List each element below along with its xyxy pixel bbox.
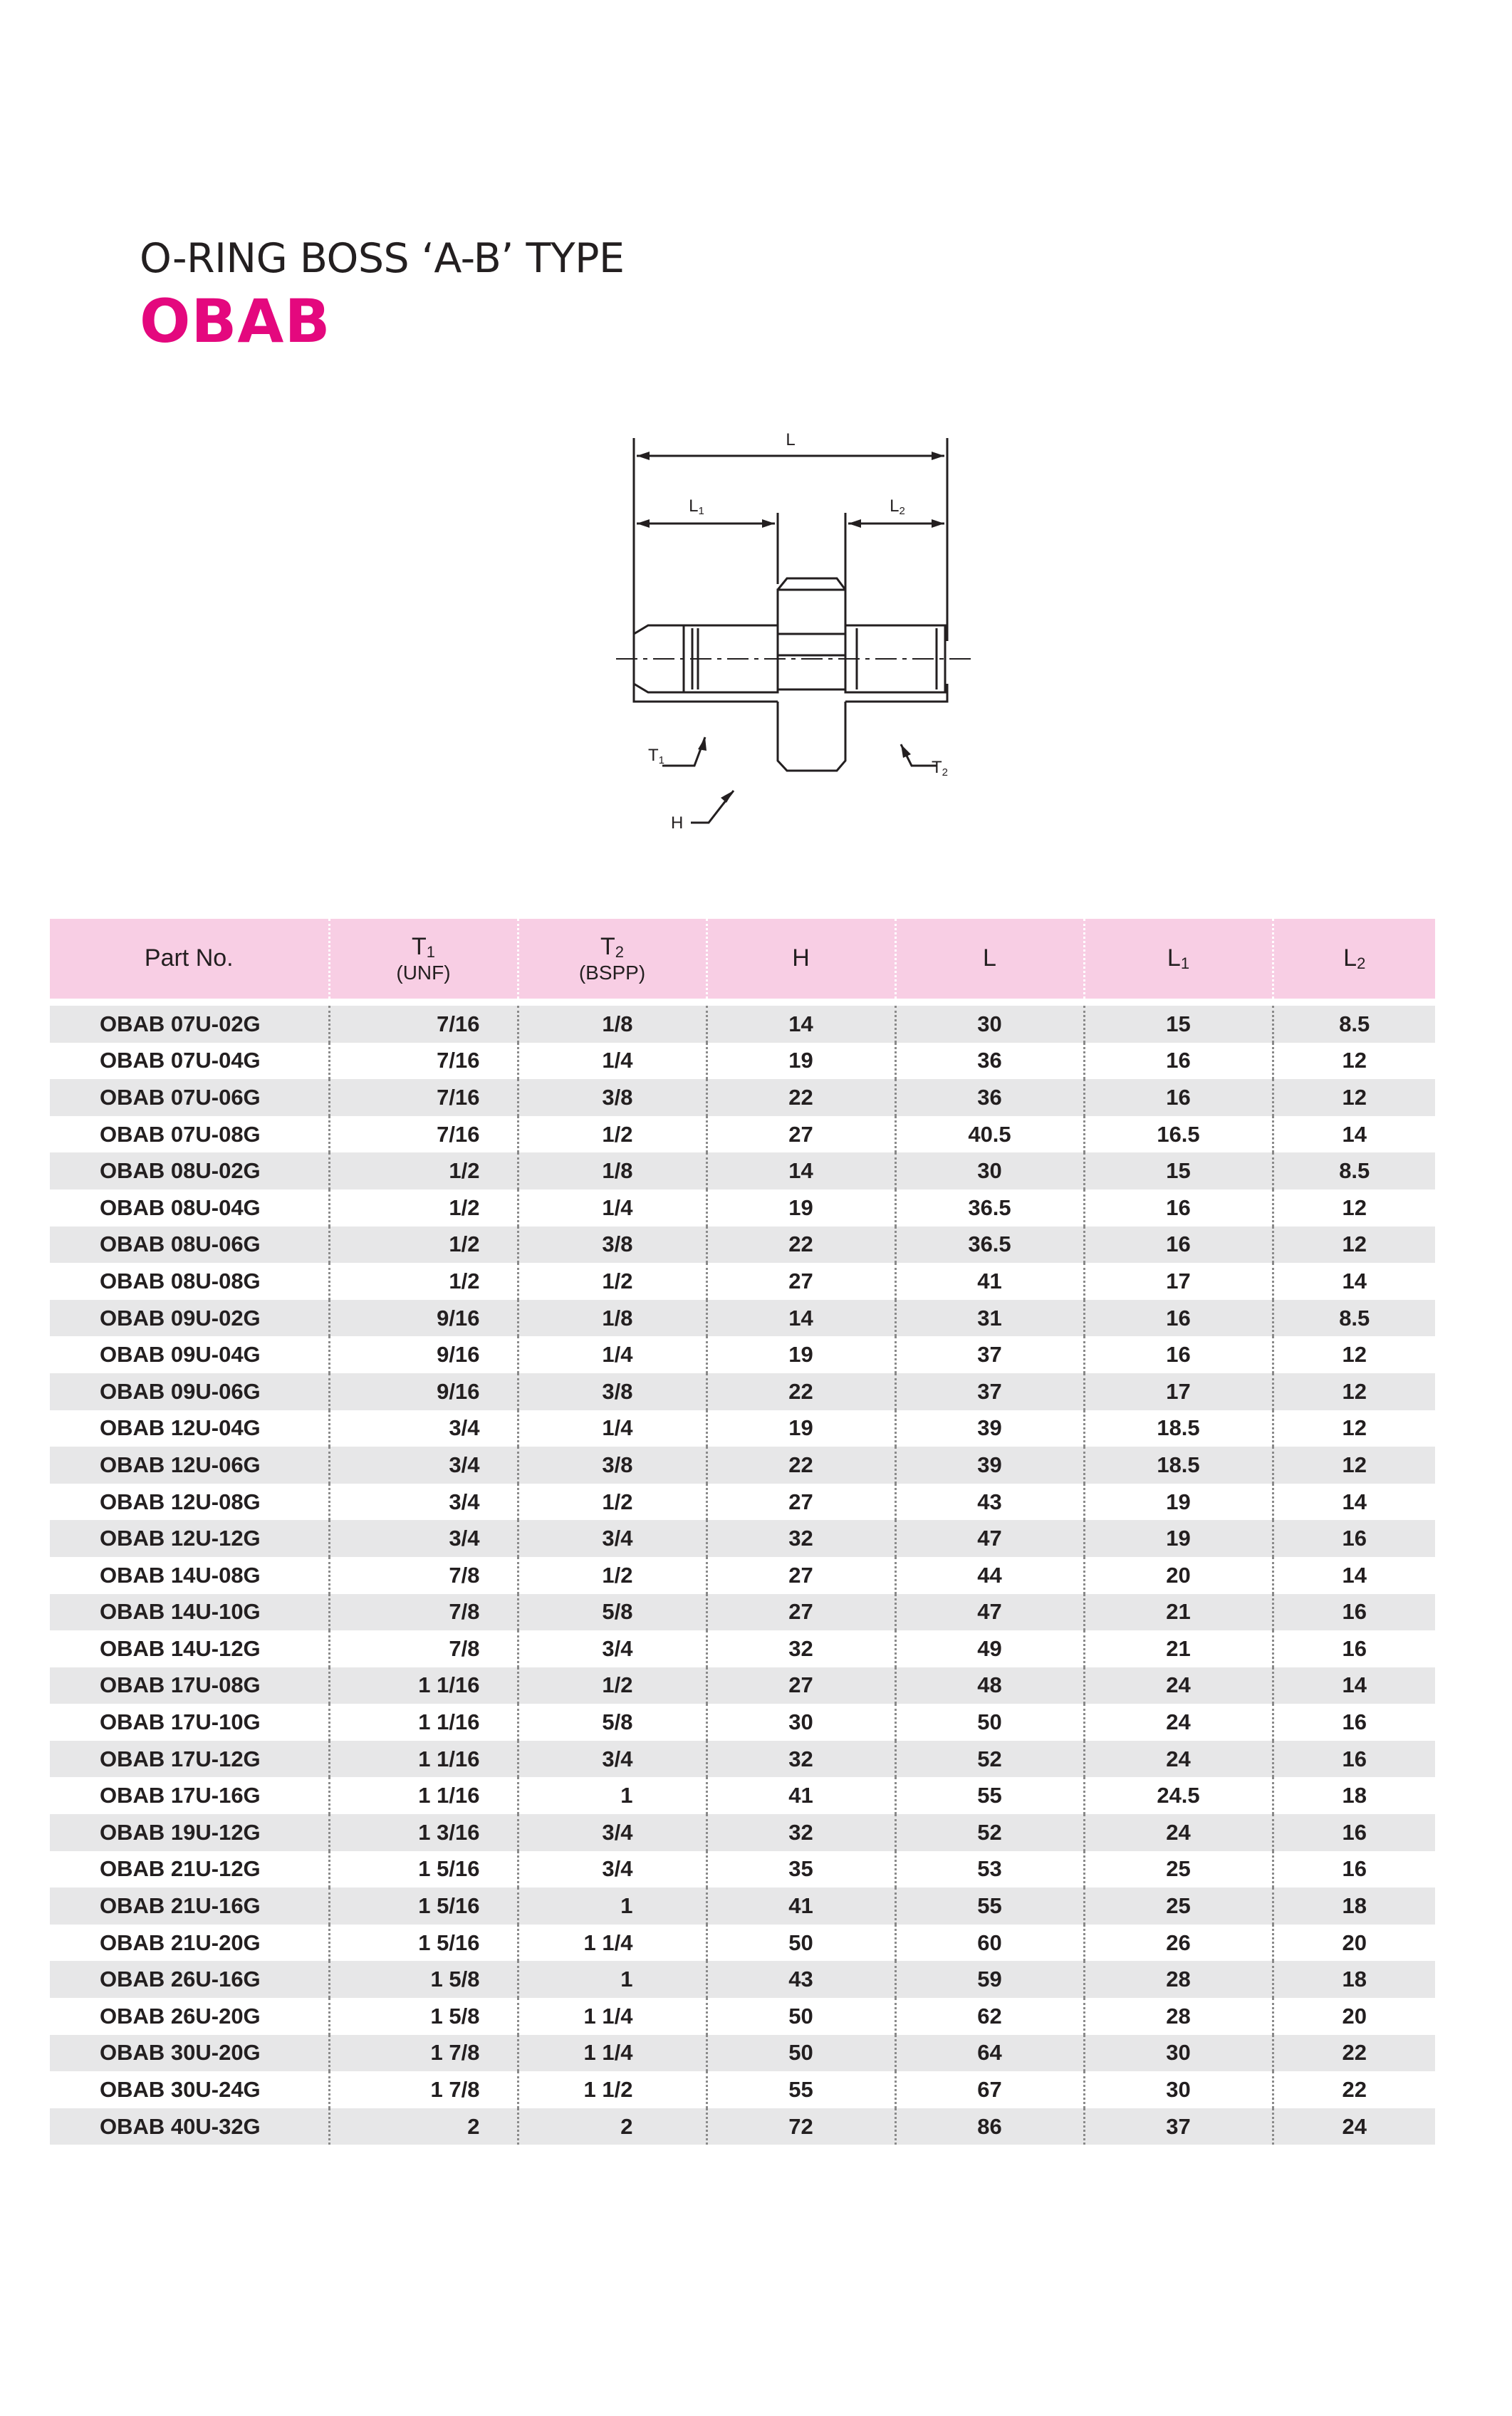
t2-cell: 3/8 xyxy=(518,1447,707,1484)
l2-cell: 12 xyxy=(1273,1079,1435,1116)
part-no-cell: OBAB 26U-20G xyxy=(50,1998,329,2035)
l2-cell: 14 xyxy=(1273,1263,1435,1300)
t1-cell: 1 3/16 xyxy=(329,1814,518,1851)
t1-cell: 3/4 xyxy=(329,1484,518,1521)
l-cell: 47 xyxy=(895,1594,1084,1631)
l1-cell: 28 xyxy=(1084,1961,1273,1998)
part-no-cell: OBAB 21U-12G xyxy=(50,1851,329,1888)
l-cell: 47 xyxy=(895,1520,1084,1557)
l-cell: 49 xyxy=(895,1630,1084,1667)
part-no-cell: OBAB 12U-04G xyxy=(50,1410,329,1447)
t2-cell: 1/2 xyxy=(518,1484,707,1521)
l1-cell: 18.5 xyxy=(1084,1410,1273,1447)
h-cell: 22 xyxy=(707,1079,895,1116)
part-no-cell: OBAB 30U-20G xyxy=(50,2035,329,2072)
part-no-cell: OBAB 14U-08G xyxy=(50,1557,329,1594)
l1-cell: 16 xyxy=(1084,1300,1273,1337)
h-cell: 19 xyxy=(707,1189,895,1227)
h-cell: 41 xyxy=(707,1888,895,1925)
t2-cell: 1 1/2 xyxy=(518,2071,707,2108)
l-cell: 60 xyxy=(895,1925,1084,1962)
thread-label-t1: T xyxy=(648,746,659,765)
l1-cell: 16 xyxy=(1084,1043,1273,1080)
t1-cell: 7/16 xyxy=(329,1079,518,1116)
t1-cell: 3/4 xyxy=(329,1410,518,1447)
dimension-table xyxy=(50,919,1435,2145)
l2-cell: 12 xyxy=(1273,1336,1435,1373)
l2-cell: 16 xyxy=(1273,1630,1435,1667)
part-no-cell: OBAB 12U-08G xyxy=(50,1484,329,1521)
t1-cell: 1 5/8 xyxy=(329,1998,518,2035)
t2-cell: 3/4 xyxy=(518,1814,707,1851)
table-row xyxy=(50,1006,1435,1043)
l-cell: 59 xyxy=(895,1961,1084,1998)
table-row xyxy=(50,1447,1435,1484)
table-row xyxy=(50,1630,1435,1667)
svg-text:L2: L2 xyxy=(890,496,905,517)
l1-cell: 24 xyxy=(1084,1741,1273,1778)
l2-cell: 12 xyxy=(1273,1447,1435,1484)
t2-cell: 3/4 xyxy=(518,1741,707,1778)
h-cell: 32 xyxy=(707,1741,895,1778)
part-no-cell: OBAB 14U-10G xyxy=(50,1594,329,1631)
l2-cell: 16 xyxy=(1273,1851,1435,1888)
t1-cell: 7/16 xyxy=(329,1043,518,1080)
l1-cell: 16 xyxy=(1084,1189,1273,1227)
l-cell: 36 xyxy=(895,1043,1084,1080)
table-row xyxy=(50,1667,1435,1704)
l-cell: 36.5 xyxy=(895,1189,1084,1227)
l1-cell: 26 xyxy=(1084,1925,1273,1962)
h-cell: 30 xyxy=(707,1704,895,1741)
h-cell: 32 xyxy=(707,1630,895,1667)
h-cell: 50 xyxy=(707,1998,895,2035)
part-no-cell: OBAB 09U-02G xyxy=(50,1300,329,1337)
table-row xyxy=(50,1152,1435,1189)
l1-cell: 16 xyxy=(1084,1336,1273,1373)
l2-cell: 12 xyxy=(1273,1227,1435,1264)
table-row xyxy=(50,1961,1435,1998)
l-cell: 64 xyxy=(895,2035,1084,2072)
l2-cell: 22 xyxy=(1273,2071,1435,2108)
l-cell: 55 xyxy=(895,1888,1084,1925)
l-cell: 30 xyxy=(895,1152,1084,1189)
table-header-row xyxy=(50,919,1435,999)
t1-cell: 1 1/16 xyxy=(329,1777,518,1814)
part-no-cell: OBAB 09U-06G xyxy=(50,1373,329,1410)
t2-cell: 1/8 xyxy=(518,1152,707,1189)
t1-cell: 1 7/8 xyxy=(329,2071,518,2108)
l2-cell: 18 xyxy=(1273,1888,1435,1925)
part-no-cell: OBAB 19U-12G xyxy=(50,1814,329,1851)
t1-cell: 7/8 xyxy=(329,1630,518,1667)
t2-cell: 1 1/4 xyxy=(518,1925,707,1962)
table-row xyxy=(50,1227,1435,1264)
l1-cell: 18.5 xyxy=(1084,1447,1273,1484)
h-cell: 32 xyxy=(707,1814,895,1851)
l1-cell: 17 xyxy=(1084,1263,1273,1300)
t1-cell: 1 5/16 xyxy=(329,1851,518,1888)
t1-cell: 2 xyxy=(329,2108,518,2145)
svg-text:T2: T2 xyxy=(932,758,949,779)
h-cell: 14 xyxy=(707,1300,895,1337)
part-no-cell: OBAB 08U-08G xyxy=(50,1263,329,1300)
table-row xyxy=(50,1888,1435,1925)
t1-cell: 3/4 xyxy=(329,1447,518,1484)
table-row xyxy=(50,1263,1435,1300)
l2-cell: 8.5 xyxy=(1273,1006,1435,1043)
l2-cell: 8.5 xyxy=(1273,1300,1435,1337)
table-row xyxy=(50,1925,1435,1962)
l1-cell: 15 xyxy=(1084,1006,1273,1043)
l2-cell: 16 xyxy=(1273,1704,1435,1741)
svg-text:L1: L1 xyxy=(689,496,704,517)
l-cell: 37 xyxy=(895,1373,1084,1410)
l-cell: 52 xyxy=(895,1814,1084,1851)
t2-cell: 1 xyxy=(518,1961,707,1998)
dimension-label-l2: L xyxy=(890,496,900,516)
table-body xyxy=(50,999,1435,2145)
svg-text:T1: T1 xyxy=(648,746,665,766)
part-no-cell: OBAB 17U-16G xyxy=(50,1777,329,1814)
t1-cell: 1 1/16 xyxy=(329,1704,518,1741)
part-no-cell: OBAB 14U-12G xyxy=(50,1630,329,1667)
t2-cell: 3/4 xyxy=(518,1520,707,1557)
t2-cell: 1/2 xyxy=(518,1667,707,1704)
t1-cell: 7/16 xyxy=(329,1006,518,1043)
h-cell: 50 xyxy=(707,1925,895,1962)
l-cell: 50 xyxy=(895,1704,1084,1741)
l1-cell: 15 xyxy=(1084,1152,1273,1189)
col-header-h: H xyxy=(707,919,895,999)
h-cell: 14 xyxy=(707,1152,895,1189)
part-no-cell: OBAB 12U-12G xyxy=(50,1520,329,1557)
t1-cell: 1 5/8 xyxy=(329,1961,518,1998)
col-header-l1: $L_1$ xyxy=(1084,919,1273,999)
col-header-t1: $T_1$ (UNF) xyxy=(329,919,518,999)
t2-cell: 1 1/4 xyxy=(518,2035,707,2072)
col-header-l2: $L_2$ xyxy=(1273,919,1435,999)
part-no-cell: OBAB 26U-16G xyxy=(50,1961,329,1998)
t2-cell: 1/2 xyxy=(518,1116,707,1153)
l-cell: 31 xyxy=(895,1300,1084,1337)
table-row xyxy=(50,2108,1435,2145)
h-cell: 27 xyxy=(707,1263,895,1300)
l-cell: 48 xyxy=(895,1667,1084,1704)
l2-cell: 16 xyxy=(1273,1594,1435,1631)
part-no-cell: OBAB 30U-24G xyxy=(50,2071,329,2108)
table-row xyxy=(50,1594,1435,1631)
t1-cell: 7/16 xyxy=(329,1116,518,1153)
table-row xyxy=(50,1520,1435,1557)
l1-cell: 25 xyxy=(1084,1851,1273,1888)
table-row xyxy=(50,2035,1435,2072)
h-cell: 72 xyxy=(707,2108,895,2145)
h-cell: 22 xyxy=(707,1447,895,1484)
l2-cell: 20 xyxy=(1273,1925,1435,1962)
l2-cell: 22 xyxy=(1273,2035,1435,2072)
h-cell: 19 xyxy=(707,1336,895,1373)
part-no-cell: OBAB 09U-04G xyxy=(50,1336,329,1373)
part-no-cell: OBAB 08U-04G xyxy=(50,1189,329,1227)
t2-cell: 1/4 xyxy=(518,1043,707,1080)
hex-label-h: H xyxy=(671,813,684,833)
l2-cell: 12 xyxy=(1273,1189,1435,1227)
part-no-cell: OBAB 07U-06G xyxy=(50,1079,329,1116)
h-cell: 19 xyxy=(707,1410,895,1447)
col-header-t2: $T_2$ (BSPP) xyxy=(518,919,707,999)
dimension-label-l1: L xyxy=(689,496,699,516)
l-cell: 86 xyxy=(895,2108,1084,2145)
l2-cell: 12 xyxy=(1273,1410,1435,1447)
col-header-l: L xyxy=(895,919,1084,999)
t2-cell: 1 xyxy=(518,1777,707,1814)
l2-cell: 18 xyxy=(1273,1777,1435,1814)
t1-cell: 3/4 xyxy=(329,1520,518,1557)
table-row xyxy=(50,1484,1435,1521)
l-cell: 30 xyxy=(895,1006,1084,1043)
l-cell: 40.5 xyxy=(895,1116,1084,1153)
table-row xyxy=(50,1851,1435,1888)
l2-cell: 14 xyxy=(1273,1484,1435,1521)
h-cell: 55 xyxy=(707,2071,895,2108)
t1-cell: 1 5/16 xyxy=(329,1888,518,1925)
t1-cell: 1/2 xyxy=(329,1263,518,1300)
l2-cell: 14 xyxy=(1273,1557,1435,1594)
t2-cell: 1/4 xyxy=(518,1410,707,1447)
table-row xyxy=(50,1373,1435,1410)
h-cell: 50 xyxy=(707,2035,895,2072)
l1-cell: 28 xyxy=(1084,1998,1273,2035)
l1-cell: 24 xyxy=(1084,1667,1273,1704)
h-cell: 22 xyxy=(707,1227,895,1264)
l1-cell: 24 xyxy=(1084,1704,1273,1741)
l1-cell: 19 xyxy=(1084,1520,1273,1557)
l1-cell: 20 xyxy=(1084,1557,1273,1594)
t1-cell: 9/16 xyxy=(329,1336,518,1373)
table-row xyxy=(50,1814,1435,1851)
l1-cell: 37 xyxy=(1084,2108,1273,2145)
table-row xyxy=(50,1336,1435,1373)
dimension-label-l: L xyxy=(786,430,796,449)
l-cell: 67 xyxy=(895,2071,1084,2108)
l-cell: 39 xyxy=(895,1410,1084,1447)
t2-cell: 5/8 xyxy=(518,1594,707,1631)
t1-cell: 1 1/16 xyxy=(329,1667,518,1704)
l1-cell: 21 xyxy=(1084,1594,1273,1631)
l-cell: 36.5 xyxy=(895,1227,1084,1264)
l-cell: 41 xyxy=(895,1263,1084,1300)
t2-cell: 3/8 xyxy=(518,1227,707,1264)
h-cell: 27 xyxy=(707,1594,895,1631)
t2-cell: 1/4 xyxy=(518,1336,707,1373)
t2-cell: 1/4 xyxy=(518,1189,707,1227)
table-row xyxy=(50,1998,1435,2035)
l-cell: 43 xyxy=(895,1484,1084,1521)
t2-cell: 1/2 xyxy=(518,1263,707,1300)
l-cell: 37 xyxy=(895,1336,1084,1373)
h-cell: 41 xyxy=(707,1777,895,1814)
fitting-technical-drawing xyxy=(612,420,983,855)
l1-cell: 24 xyxy=(1084,1814,1273,1851)
l2-cell: 18 xyxy=(1273,1961,1435,1998)
part-no-cell: OBAB 07U-08G xyxy=(50,1116,329,1153)
part-no-cell: OBAB 12U-06G xyxy=(50,1447,329,1484)
table-row xyxy=(50,1300,1435,1337)
table-row xyxy=(50,1704,1435,1741)
table-row xyxy=(50,1410,1435,1447)
t1-cell: 9/16 xyxy=(329,1300,518,1337)
l-cell: 39 xyxy=(895,1447,1084,1484)
t1-cell: 1/2 xyxy=(329,1152,518,1189)
l2-cell: 14 xyxy=(1273,1667,1435,1704)
l1-cell: 16 xyxy=(1084,1227,1273,1264)
l-cell: 52 xyxy=(895,1741,1084,1778)
l1-cell: 17 xyxy=(1084,1373,1273,1410)
h-cell: 27 xyxy=(707,1116,895,1153)
table-row xyxy=(50,1043,1435,1080)
l2-cell: 14 xyxy=(1273,1116,1435,1153)
l2-cell: 12 xyxy=(1273,1373,1435,1410)
t1-cell: 9/16 xyxy=(329,1373,518,1410)
t2-cell: 3/4 xyxy=(518,1851,707,1888)
h-cell: 19 xyxy=(707,1043,895,1080)
t1-cell: 1 5/16 xyxy=(329,1925,518,1962)
part-no-cell: OBAB 08U-06G xyxy=(50,1227,329,1264)
t2-cell: 3/8 xyxy=(518,1079,707,1116)
l2-cell: 12 xyxy=(1273,1043,1435,1080)
part-no-cell: OBAB 07U-02G xyxy=(50,1006,329,1043)
table-row xyxy=(50,1189,1435,1227)
l2-cell: 24 xyxy=(1273,2108,1435,2145)
h-cell: 27 xyxy=(707,1484,895,1521)
l-cell: 55 xyxy=(895,1777,1084,1814)
l2-cell: 16 xyxy=(1273,1741,1435,1778)
t2-cell: 3/4 xyxy=(518,1630,707,1667)
h-cell: 35 xyxy=(707,1851,895,1888)
l1-cell: 30 xyxy=(1084,2035,1273,2072)
page-title: OBAB xyxy=(140,286,331,356)
thread-label-t2: T xyxy=(932,758,942,777)
page-subtitle: O-RING BOSS ‘A-B’ TYPE xyxy=(140,235,625,282)
l1-cell: 24.5 xyxy=(1084,1777,1273,1814)
part-no-cell: OBAB 40U-32G xyxy=(50,2108,329,2145)
h-cell: 27 xyxy=(707,1557,895,1594)
t1-cell: 1/2 xyxy=(329,1227,518,1264)
table-row xyxy=(50,1116,1435,1153)
l1-cell: 25 xyxy=(1084,1888,1273,1925)
t1-cell: 1 7/8 xyxy=(329,2035,518,2072)
l-cell: 53 xyxy=(895,1851,1084,1888)
t2-cell: 5/8 xyxy=(518,1704,707,1741)
t1-cell: 1 1/16 xyxy=(329,1741,518,1778)
part-no-cell: OBAB 07U-04G xyxy=(50,1043,329,1080)
part-no-cell: OBAB 17U-12G xyxy=(50,1741,329,1778)
h-cell: 27 xyxy=(707,1667,895,1704)
h-cell: 14 xyxy=(707,1006,895,1043)
l1-cell: 21 xyxy=(1084,1630,1273,1667)
t2-cell: 3/8 xyxy=(518,1373,707,1410)
table-row xyxy=(50,1741,1435,1778)
t2-cell: 1/8 xyxy=(518,1300,707,1337)
l-cell: 36 xyxy=(895,1079,1084,1116)
col-header-part-no: Part No. xyxy=(50,919,329,999)
l-cell: 62 xyxy=(895,1998,1084,2035)
t2-cell: 1 1/4 xyxy=(518,1998,707,2035)
t2-cell: 1 xyxy=(518,1888,707,1925)
h-cell: 32 xyxy=(707,1520,895,1557)
l1-cell: 16.5 xyxy=(1084,1116,1273,1153)
t1-cell: 1/2 xyxy=(329,1189,518,1227)
l2-cell: 8.5 xyxy=(1273,1152,1435,1189)
t1-cell: 7/8 xyxy=(329,1594,518,1631)
l1-cell: 16 xyxy=(1084,1079,1273,1116)
part-no-cell: OBAB 21U-16G xyxy=(50,1888,329,1925)
l2-cell: 16 xyxy=(1273,1814,1435,1851)
h-cell: 43 xyxy=(707,1961,895,1998)
t1-cell: 7/8 xyxy=(329,1557,518,1594)
h-cell: 22 xyxy=(707,1373,895,1410)
l2-cell: 16 xyxy=(1273,1520,1435,1557)
table-row xyxy=(50,1079,1435,1116)
part-no-cell: OBAB 08U-02G xyxy=(50,1152,329,1189)
l1-cell: 30 xyxy=(1084,2071,1273,2108)
t2-cell: 1/8 xyxy=(518,1006,707,1043)
t2-cell: 2 xyxy=(518,2108,707,2145)
table-row xyxy=(50,2071,1435,2108)
part-no-cell: OBAB 17U-08G xyxy=(50,1667,329,1704)
table-row xyxy=(50,1557,1435,1594)
l2-cell: 20 xyxy=(1273,1998,1435,2035)
l1-cell: 19 xyxy=(1084,1484,1273,1521)
part-no-cell: OBAB 17U-10G xyxy=(50,1704,329,1741)
table-row xyxy=(50,1777,1435,1814)
part-no-cell: OBAB 21U-20G xyxy=(50,1925,329,1962)
t2-cell: 1/2 xyxy=(518,1557,707,1594)
l-cell: 44 xyxy=(895,1557,1084,1594)
